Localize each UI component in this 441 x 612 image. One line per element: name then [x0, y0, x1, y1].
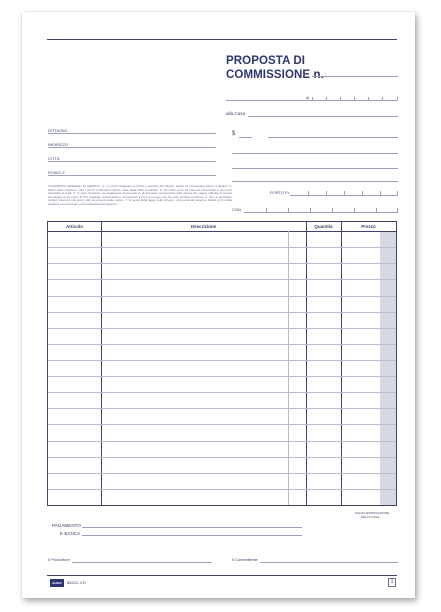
right-field-3[interactable] [232, 168, 398, 169]
alla-casa-field[interactable] [248, 116, 398, 117]
table-row[interactable] [48, 279, 396, 280]
currency-field[interactable] [239, 137, 252, 138]
field-label-ditta: DITTA/SIG. [48, 128, 69, 133]
date-ticks [312, 95, 398, 101]
alla-casa-label: alla Casa [226, 111, 246, 116]
header-quantita: Quantità [314, 224, 333, 229]
committente-label: Il Committente [232, 557, 258, 562]
porto-label: PORTO Fr. [270, 190, 290, 195]
form-title [226, 54, 324, 82]
table-row[interactable] [48, 328, 396, 329]
header-prezzo: Prezzo [361, 224, 376, 229]
col-divider-3 [341, 222, 342, 505]
table-row[interactable] [48, 296, 396, 297]
con-ticks [244, 206, 398, 212]
field-label-piva: P.IVA/C.F. [48, 170, 66, 175]
banca-label: E BANCA [60, 531, 81, 536]
header-articolo: Articolo [65, 224, 83, 229]
banca-field[interactable] [82, 535, 302, 536]
con-field[interactable] [244, 212, 398, 213]
items-table [47, 221, 397, 506]
field-label-indirizzo: INDIRIZZO [48, 142, 68, 147]
porto-ticks [290, 189, 398, 195]
header-descrizione: Descrizione [190, 224, 217, 229]
field-citta[interactable] [48, 161, 216, 162]
price-column-shade [380, 231, 396, 505]
currency-field-right[interactable] [268, 137, 398, 138]
table-row[interactable] [48, 408, 396, 409]
field-label-citta: CITTÀ [48, 156, 60, 161]
committente-signature[interactable] [260, 562, 398, 563]
currency-sign: $ [232, 131, 236, 137]
produttore-label: Il Produttore [48, 557, 70, 562]
title-line1: PROPOSTA DI [226, 55, 306, 67]
field-indirizzo[interactable] [48, 147, 216, 148]
brand-logo-text: Buffetti [52, 582, 62, 585]
right-field-4[interactable] [232, 181, 398, 182]
table-row[interactable] [48, 424, 396, 425]
approval-note-2: DELLA CASA [361, 515, 380, 519]
page-number: 1 [388, 578, 396, 587]
title-line2: COMMISSIONE n. [226, 69, 324, 81]
pagamento-label: PAGAMENTO [52, 523, 81, 528]
porto-field[interactable] [290, 195, 398, 196]
table-row[interactable] [48, 489, 396, 490]
table-row[interactable] [48, 312, 396, 313]
col-divider-1 [101, 222, 102, 505]
form-sheet [22, 12, 415, 598]
field-piva[interactable] [48, 175, 216, 176]
right-field-2[interactable] [232, 153, 398, 154]
table-row[interactable] [48, 441, 396, 442]
con-label: CON [232, 207, 241, 212]
table-row[interactable] [48, 360, 396, 361]
table-row[interactable] [48, 473, 396, 474]
top-rule [47, 39, 397, 40]
commission-number-field[interactable] [312, 76, 398, 77]
table-row[interactable] [48, 392, 396, 393]
numero-prefix: di [306, 95, 310, 100]
field-ditta[interactable] [48, 133, 216, 134]
conditions-text: CONDIZIONI GENERALI DI VENDITA - 1. Le merci viaggiano a rischio e pericolo del Cliente, anche se consegnate franco a destino. 2. Salvo patto espresso, tutti i prezzi s'intendono franco sede della Ditta venditrice. 3. Gli ordini sono da ritenersi irrevocabili e fermi per entrambe le parti. 4. In caso di ritardo nel pagamento decorreranno gli interessi commerciali nella misura del saggio ufficiale di sconto aumentato di tre punti. 5. Per qualsiasi controversia è competente il Foro del luogo ove ha sede la Ditta venditrice. 6. Non si accettano reclami trascorsi otto giorni dal ricevimento della merce. 7. Ai sensi della legge sulla privacy i dati personali saranno trattati ai fini della gestione commerciale e amministrativa del rapporto. [48, 184, 232, 206]
table-row[interactable] [48, 457, 396, 458]
table-row[interactable] [48, 344, 396, 345]
produttore-signature[interactable] [72, 562, 212, 563]
product-code: 8822C.CH [67, 580, 86, 585]
table-row[interactable] [48, 376, 396, 377]
col-divider-2 [306, 222, 307, 505]
table-row[interactable] [48, 247, 396, 248]
table-row[interactable] [48, 263, 396, 264]
pagamento-field[interactable] [82, 527, 302, 528]
col-divider-sub [288, 231, 289, 505]
bottom-rule [47, 575, 397, 576]
approval-note-1: SALVO APPROVAZIONE [355, 511, 389, 515]
brand-logo [50, 579, 64, 587]
